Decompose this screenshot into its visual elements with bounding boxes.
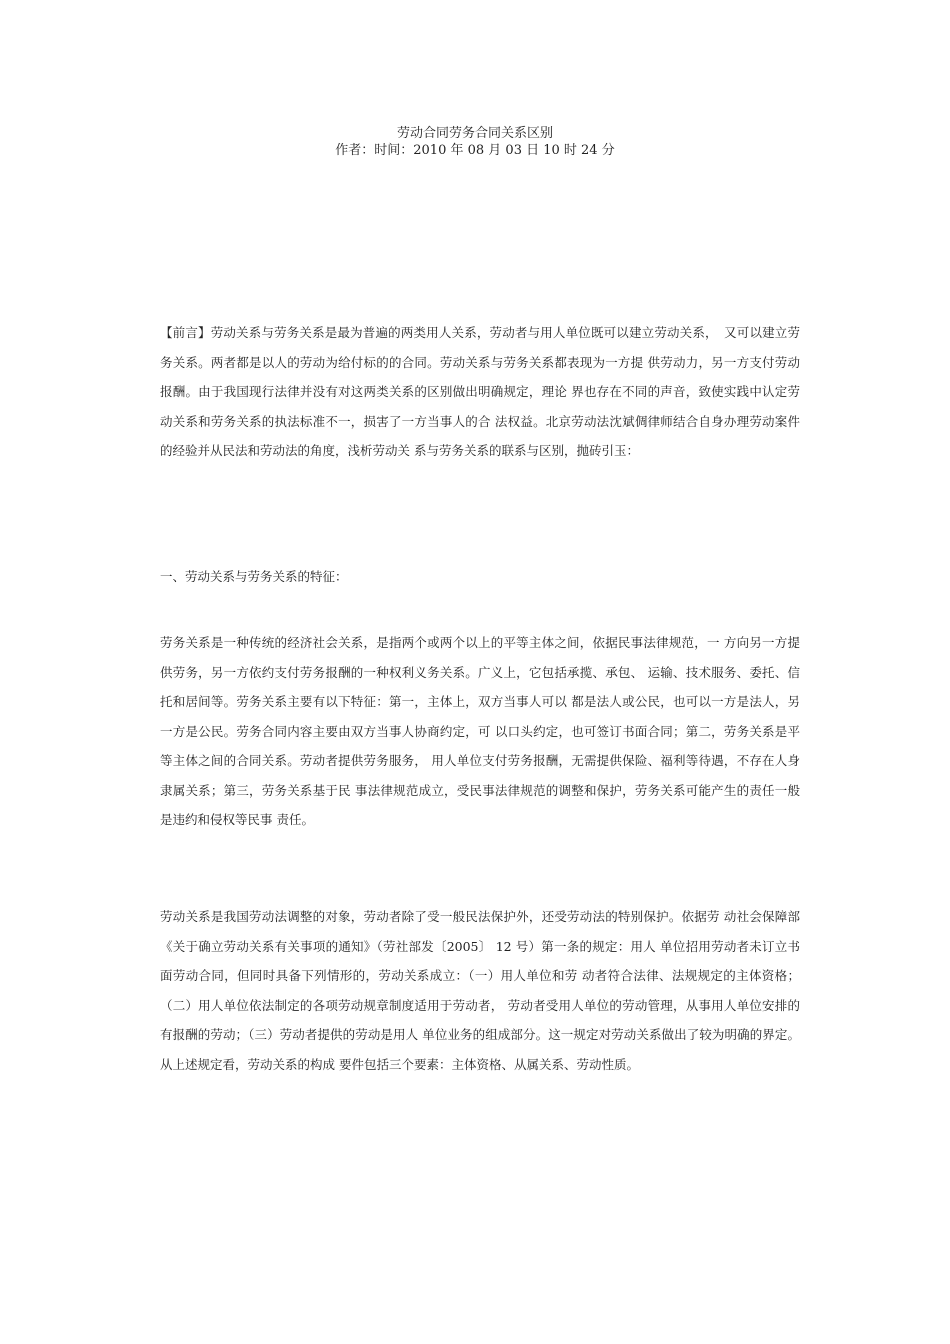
labor-service-paragraph: 劳务关系是一种传统的经济社会关系，是指两个或两个以上的平等主体之间，依据民事法律规范，一 方向另一方提供劳务，另一方依约支付劳务报酬的一种权利义务关系。广义上，它包括承揽、承包、 运输、技术服务、委托、信托和居间等。劳务关系主要有以下特征：第一，主体上，双方当事人可以 都是法人或公民，也可以一方是法人，另一方是公民。劳务合同内容主要由双方当事人协商约定，可 以口头约定，也可签订书面合同；第二，劳务关系是平等主体之间的合同关系。劳动者提供劳务服务， 用人单位支付劳务报酬，无需提供保险、福利等待遇，不存在人身隶属关系；第三，劳务关系基于民 事法律规范成立，受民事法律规范的调整和保护，劳务关系可能产生的责任一般是违约和侵权等民事 责任。 [160, 635, 800, 827]
document-byline: 作者：时间：2010 年 08 月 03 日 10 时 24 分 [335, 143, 615, 158]
document-header [0, 125, 950, 159]
document-title: 劳动合同劳务合同关系区别 [396, 126, 553, 141]
section-heading: 一、劳动关系与劳务关系的特征： [160, 569, 348, 584]
intro-paragraph: 【前言】劳动关系与劳务关系是最为普遍的两类用人关系，劳动者与用人单位既可以建立劳动关系， 又可以建立劳务关系。两者都是以人的劳动为给付标的的合同。劳动关系与劳务关系都表现为一方提 供劳动力，另一方支付劳动报酬。由于我国现行法律并没有对这两类关系的区别做出明确规定，理论 界也存在不同的声音，致使实践中认定劳动关系和劳务关系的执法标准不一，损害了一方当事人的合 法权益。北京劳动法沈斌倜律师结合自身办理劳动案件的经验并从民法和劳动法的角度，浅析劳动关 系与劳务关系的联系与区别，抛砖引玉： [160, 325, 800, 458]
labor-relation-paragraph: 劳动关系是我国劳动法调整的对象，劳动者除了受一般民法保护外，还受劳动法的特别保护。依据劳 动社会保障部《关于确立劳动关系有关事项的通知》（劳社部发〔2005〕 12 号）第一条的规定：用人 单位招用劳动者未订立书面劳动合同，但同时具备下列情形的，劳动关系成立：（一）用人单位和劳 动者符合法律、法规规定的主体资格；（二）用人单位依法制定的各项劳动规章制度适用于劳动者， 劳动者受用人单位的劳动管理，从事用人单位安排的有报酬的劳动；（三）劳动者提供的劳动是用人 单位业务的组成部分。这一规定对劳动关系做出了较为明确的界定。从上述规定看，劳动关系的构成 要件包括三个要素：主体资格、从属关系、劳动性质。 [160, 909, 800, 1072]
